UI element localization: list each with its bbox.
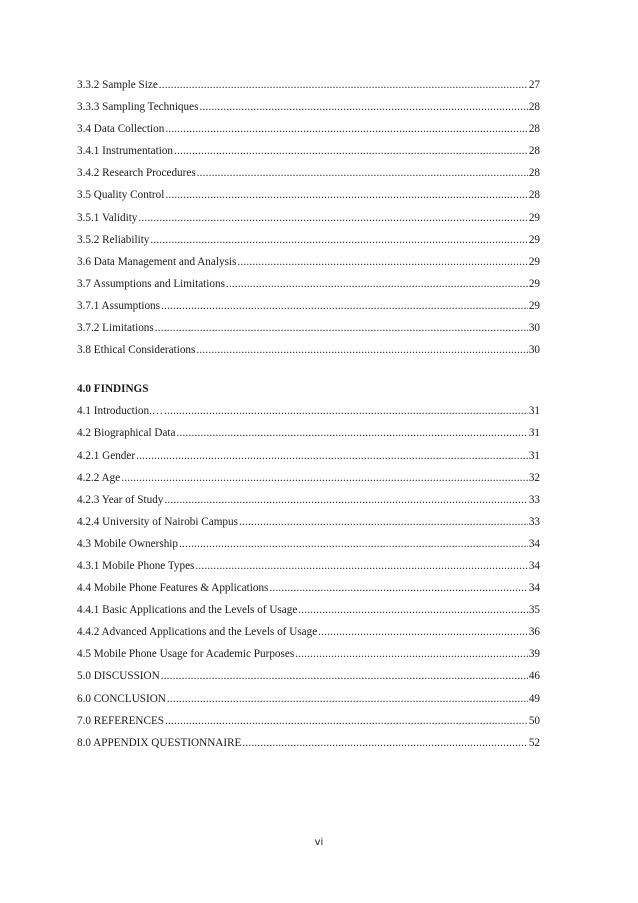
toc-entry[interactable]	[77, 118, 540, 140]
toc-entry-label: 3.5.2 Reliability	[77, 233, 150, 246]
toc-entry-page: 31	[528, 449, 540, 462]
toc-entry[interactable]	[77, 599, 540, 621]
dot-leader	[269, 577, 527, 599]
toc-entry-label: 3.6 Data Management and Analysis	[77, 255, 237, 268]
toc-entry[interactable]	[77, 162, 540, 184]
toc-entry[interactable]	[77, 665, 540, 687]
findings-heading: 4.0 FINDINGS	[77, 383, 149, 396]
toc-entry-label: 7.0 REFERENCES	[77, 714, 165, 727]
toc-entry[interactable]	[77, 140, 540, 162]
toc-entry-page: 34	[528, 537, 540, 550]
toc-entry-label: 4.5 Mobile Phone Usage for Academic Purposes	[77, 648, 295, 661]
toc-entry-label: 4.4.2 Advanced Applications and the Levels of Usage	[77, 626, 318, 639]
dot-leader	[239, 511, 528, 533]
toc-entry-label: 4.2 Biographical Data	[77, 427, 176, 440]
toc-entry-label: 3.7.1 Assumptions	[77, 299, 160, 312]
toc-entry-page: 31	[528, 427, 540, 440]
dot-leader	[242, 732, 527, 754]
toc-entry[interactable]	[77, 445, 540, 467]
toc-entry-label: 4.2.3 Year of Study	[77, 493, 164, 506]
toc-entry[interactable]	[77, 467, 540, 489]
toc-entry-page: 29	[528, 233, 540, 246]
toc-entry-page: 34	[528, 559, 540, 572]
toc-section-chapter-4	[77, 400, 540, 754]
toc-entry-label: 3.5.1 Validity	[77, 211, 138, 224]
toc-entry-page: 32	[528, 471, 540, 484]
toc-entry-page: 29	[528, 277, 540, 290]
toc-entry[interactable]	[77, 74, 540, 96]
toc-entry-page: 30	[528, 344, 540, 357]
toc-entry[interactable]	[77, 489, 540, 511]
dot-leader	[121, 467, 528, 489]
dot-leader	[176, 422, 527, 444]
page-number: vi	[314, 837, 324, 848]
toc-entry-label: 4.1 Introduction.…	[77, 405, 164, 418]
dot-leader	[164, 400, 528, 422]
dot-leader	[165, 184, 527, 206]
toc-entry[interactable]	[77, 643, 540, 665]
toc-entry-page: 46	[528, 670, 540, 683]
dot-leader	[161, 665, 528, 687]
toc-entry-page: 50	[528, 714, 540, 727]
toc-entry-label: 4.2.4 University of Nairobi Campus	[77, 515, 238, 528]
toc-entry-page: 33	[528, 493, 540, 506]
dot-leader	[164, 489, 527, 511]
toc-entry-label: 3.3.2 Sample Size	[77, 79, 158, 91]
toc-entry-page: 29	[528, 299, 540, 312]
toc-entry-label: 4.2.1 Gender	[77, 449, 136, 462]
toc-entry-page: 28	[528, 101, 540, 114]
toc-entry-page: 39	[528, 648, 540, 661]
toc-entry-page: 29	[528, 211, 540, 224]
toc-entry-page: 31	[528, 405, 540, 418]
toc-entry-label: 4.3.1 Mobile Phone Types	[77, 559, 195, 572]
dot-leader	[295, 643, 528, 665]
dot-leader	[237, 251, 527, 273]
toc-entry[interactable]	[77, 229, 540, 251]
toc-entry[interactable]	[77, 96, 540, 118]
dot-leader	[159, 74, 528, 96]
dot-leader	[197, 162, 528, 184]
toc-entry-page: 27	[528, 79, 540, 91]
toc-entry[interactable]	[77, 577, 540, 599]
toc-entry-label: 4.4 Mobile Phone Features & Applications	[77, 582, 269, 595]
toc-entry-label: 4.4.1 Basic Applications and the Levels of Usage	[77, 604, 298, 617]
toc-entry[interactable]	[77, 317, 540, 339]
toc-entry-label: 5.0 DISCUSSION	[77, 670, 160, 683]
toc-entry-label: 3.4.2 Research Procedures	[77, 167, 196, 180]
toc-entry-page: 49	[528, 692, 540, 705]
dot-leader	[196, 339, 527, 361]
toc-entry-page: 52	[528, 736, 540, 749]
dot-leader	[174, 140, 528, 162]
toc-entry[interactable]	[77, 688, 540, 710]
toc-entry-label: 8.0 APPENDIX QUESTIONNAIRE	[77, 736, 242, 749]
toc-entry[interactable]	[77, 710, 540, 732]
dot-leader	[161, 295, 528, 317]
toc-entry[interactable]	[77, 295, 540, 317]
dot-leader	[195, 555, 527, 577]
toc-section-chapter-3	[77, 74, 540, 361]
dot-leader	[226, 273, 528, 295]
toc-entry-page: 36	[528, 626, 540, 639]
toc-entry[interactable]	[77, 400, 540, 422]
toc-entry[interactable]	[77, 555, 540, 577]
toc-entry[interactable]	[77, 621, 540, 643]
toc-entry-label: 4.3 Mobile Ownership	[77, 537, 178, 550]
toc-entry[interactable]	[77, 184, 540, 206]
toc-entry[interactable]	[77, 732, 540, 754]
toc-entry-label: 3.7.2 Limitations	[77, 322, 154, 335]
toc-entry-page: 28	[528, 189, 540, 202]
toc-entry-page: 33	[528, 515, 540, 528]
toc-entry[interactable]	[77, 533, 540, 555]
dot-leader	[179, 533, 528, 555]
toc-entry[interactable]	[77, 251, 540, 273]
dot-leader	[298, 599, 528, 621]
dot-leader	[165, 710, 528, 732]
toc-entry-page: 28	[528, 145, 540, 158]
toc-entry-label: 4.2.2 Age	[77, 471, 121, 484]
toc-entry-page: 29	[528, 255, 540, 268]
table-of-contents	[77, 74, 540, 754]
toc-entry-label: 3.4 Data Collection	[77, 123, 165, 136]
toc-entry-page: 28	[528, 123, 540, 136]
toc-entry-page: 35	[528, 604, 540, 617]
toc-entry[interactable]	[77, 207, 540, 229]
dot-leader	[318, 621, 528, 643]
dot-leader	[136, 445, 528, 467]
dot-leader	[165, 118, 528, 140]
toc-entry-label: 3.7 Assumptions and Limitations	[77, 277, 225, 290]
toc-entry[interactable]	[77, 511, 540, 533]
toc-entry-page: 34	[528, 582, 540, 595]
dot-leader	[155, 317, 528, 339]
toc-entry-page: 30	[528, 322, 540, 335]
toc-entry-page: 28	[528, 167, 540, 180]
toc-entry-label: 3.4.1 Instrumentation	[77, 145, 174, 158]
dot-leader	[150, 229, 527, 251]
toc-entry[interactable]	[77, 339, 540, 361]
toc-entry-label: 6.0 CONCLUSION	[77, 692, 166, 705]
toc-entry-label: 3.5 Quality Control	[77, 189, 165, 202]
dot-leader	[199, 96, 527, 118]
dot-leader	[138, 207, 527, 229]
toc-entry[interactable]	[77, 273, 540, 295]
toc-entry[interactable]	[77, 422, 540, 444]
dot-leader	[167, 688, 528, 710]
toc-entry-label: 3.8 Ethical Considerations	[77, 344, 196, 357]
toc-entry-label: 3.3.3 Sampling Techniques	[77, 101, 199, 114]
